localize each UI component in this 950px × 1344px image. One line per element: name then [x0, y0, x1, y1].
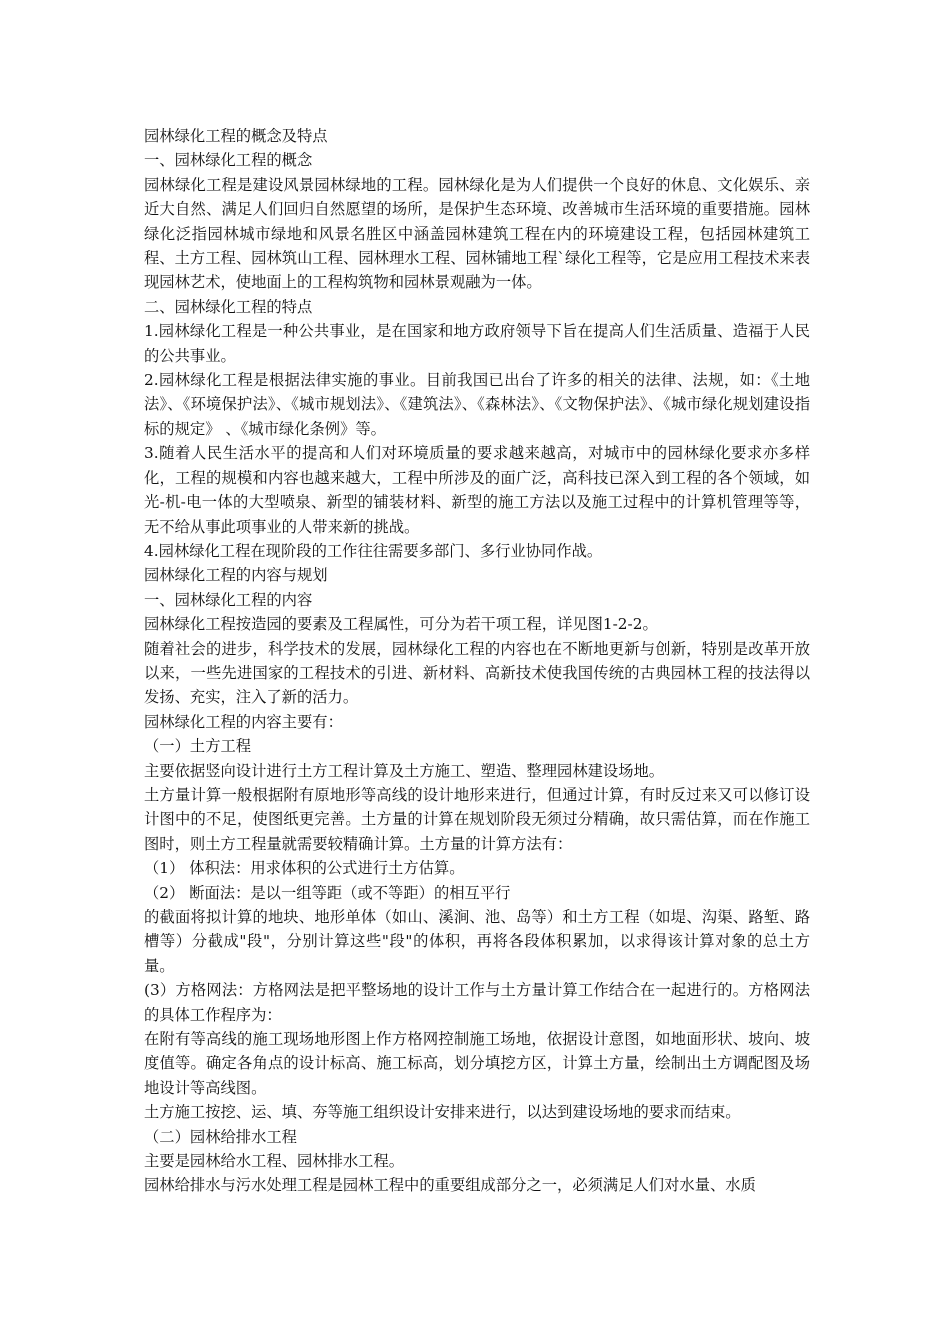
paragraph-content-main: 园林绿化工程的内容主要有：	[144, 712, 343, 731]
section-heading-features: 二、园林绿化工程的特点	[144, 297, 313, 316]
paragraph-feature-1: 1.园林绿化工程是一种公共事业，是在国家和地方政府领导下旨在提高人们生活质量、造福于人民的公共事业。	[144, 322, 810, 365]
paragraph-concept: 园林绿化工程是建设风景园林绿地的工程。园林绿化是为人们提供一个良好的休息、文化娱乐、亲近大自然、满足人们回归自然愿望的场所，是保护生态环境、改善城市生活环境的重要措施。园林绿化泛指园林城市绿地和风景名胜区中涵盖园林建筑工程在内的环境建设工程，包括园林建筑工程、土方工程、园林筑山工程、园林理水工程、园林铺地工程`绿化工程等，它是应用工程技术来表现园林艺术，使地面上的工程构筑物和园林景观融为一体。	[144, 175, 810, 292]
paragraph-water-main: 主要是园林给水工程、园林排水工程。	[144, 1152, 405, 1171]
paragraph-content-development: 随着社会的进步，科学技术的发展，园林绿化工程的内容也在不断地更新与创新，特别是改革开放以来，一些先进国家的工程技术的引进、新材料、高新技术使我国传统的古典园林工程的技法得以发扬、充实，注入了新的活力。	[144, 639, 810, 707]
paragraph-method-grid: (3）方格网法：方格网法是把平整场地的设计工作与土方量计算工作结合在一起进行的。方格网法的具体工作程序为：	[144, 981, 810, 1024]
paragraph-earthwork-calculation: 土方量计算一般根据附有原地形等高线的设计地形来进行，但通过计算，有时反过来又可以修订设计图中的不足，使图纸更完善。土方量的计算在规划阶段无须过分精确，故只需估算，而在作施工图时，则土方工程量就需要较精确计算。土方量的计算方法有：	[144, 785, 810, 853]
paragraph-feature-4: 4.园林绿化工程在现阶段的工作往往需要多部门、多行业协同作战。	[144, 541, 603, 560]
document-title: 园林绿化工程的概念及特点	[144, 127, 328, 145]
paragraph-feature-3: 3.随着人民生活水平的提高和人们对环境质量的要求越来越高，对城市中的园林绿化要求亦多样化，工程的规模和内容也越来越大，工程中所涉及的面广泛，高科技已深入到工程的各个领域，如光-机-电一体的大型喷泉、新型的铺装材料、新型的施工方法以及施工过程中的计算机管理等等，无不给从事此项事业的人带来新的挑战。	[144, 444, 810, 536]
section-heading-concept: 一、园林绿化工程的概念	[144, 151, 313, 170]
document-page	[144, 124, 810, 1198]
paragraph-method-section: （2） 断面法：是以一组等距（或不等距）的相互平行	[144, 883, 511, 902]
paragraph-method-section-detail: 的截面将拟计算的地块、地形单体（如山、溪涧、池、岛等）和土方工程（如堤、沟渠、路堑、路槽等）分截成"段"，分别计算这些"段"的体积，再将各段体积累加，以求得该计算对象的总土方量。	[144, 908, 810, 975]
paragraph-grid-procedure: 在附有等高线的施工现场地形图上作方格网控制施工场地，依据设计意图，如地面形状、坡向、坡度值等。确定各角点的设计标高、施工标高，划分填挖方区，计算土方量，绘制出土方调配图及场地设计等高线图。	[144, 1030, 810, 1097]
section-heading-content: 一、园林绿化工程的内容	[144, 590, 313, 609]
paragraph-water-detail: 园林给排水与污水处理工程是园林工程中的重要组成部分之一，必须满足人们对水量、水质	[144, 1176, 756, 1195]
section-title-content-planning: 园林绿化工程的内容与规划	[144, 566, 328, 585]
paragraph-content-intro: 园林绿化工程按造园的要素及工程属性，可分为若干项工程，详见图1-2-2。	[144, 615, 658, 634]
paragraph-earthwork-construction: 土方施工按挖、运、填、夯等施工组织设计安排来进行，以达到建设场地的要求而结束。	[144, 1103, 741, 1122]
paragraph-method-volume: （1） 体积法：用求体积的公式进行土方估算。	[144, 859, 465, 878]
paragraph-feature-2: 2.园林绿化工程是根据法律实施的事业。目前我国已出台了许多的相关的法律、法规，如：《土地法》、《环境保护法》、《城市规划法》、《建筑法》、《森林法》、《文物保护法》、《城市绿化规划建设指标的规定》 、《城市绿化条例》等。	[144, 371, 810, 438]
paragraph-earthwork-basis: 主要依据竖向设计进行土方工程计算及土方施工、塑造、整理园林建设场地。	[144, 761, 665, 780]
subsection-heading-water: （二）园林给排水工程	[144, 1127, 297, 1146]
subsection-heading-earthwork: （一）土方工程	[144, 737, 252, 756]
